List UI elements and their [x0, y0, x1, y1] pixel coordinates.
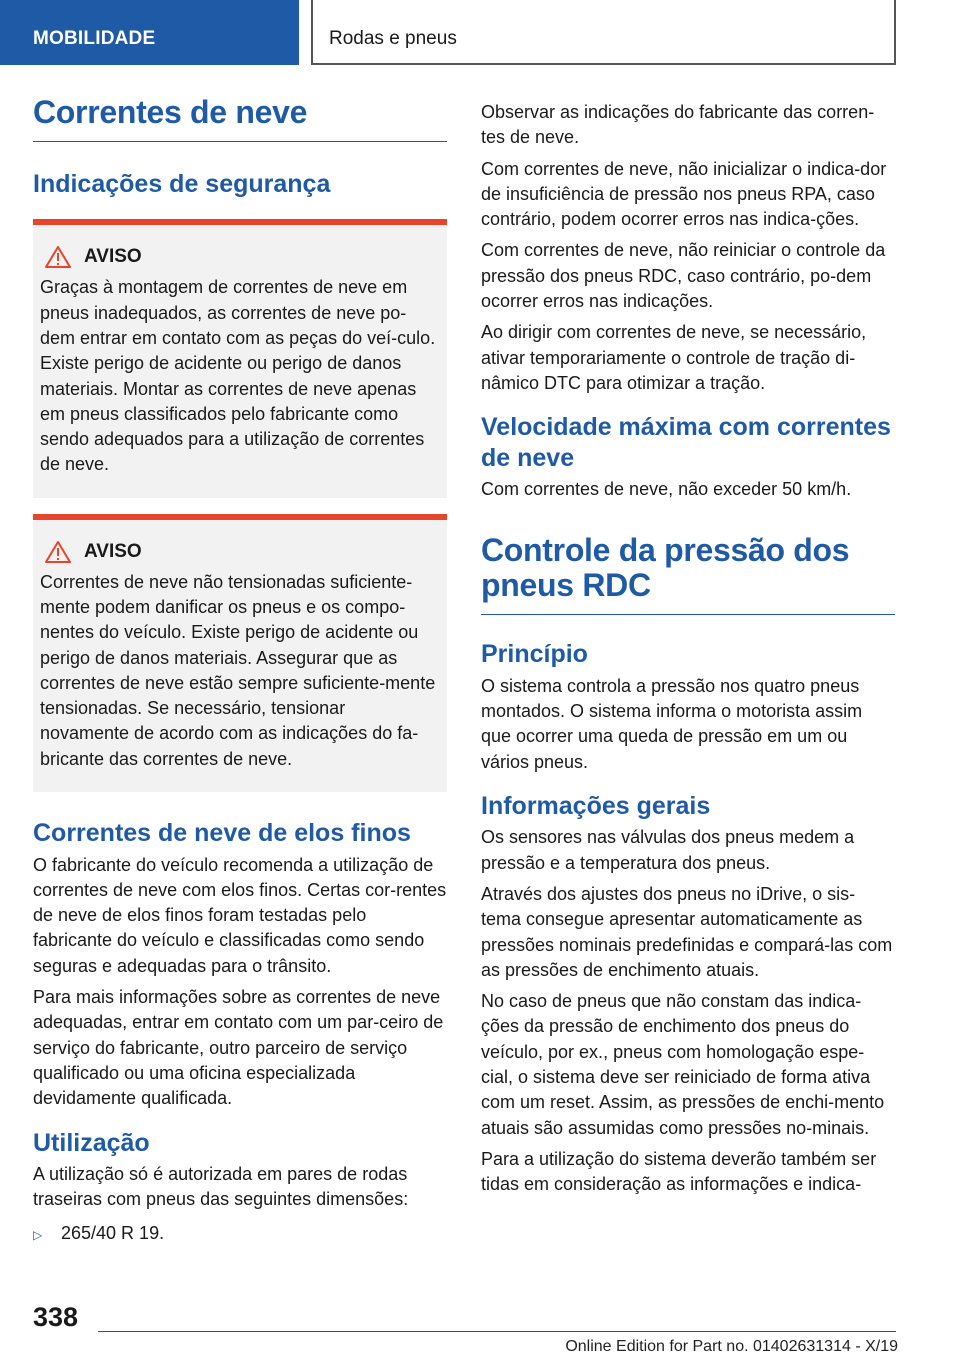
warning-text: Graças à montagem de correntes de neve em pneus inadequados, as correntes de neve po-dem entrar em contato com as peças do veí-culo. Existe perigo de acidente ou perigo de danos materiais. Montar as correntes de neve apenas em pneus classificados pelo fabricante como sendo adequados para a utilização de correntes de neve.	[40, 277, 436, 475]
paragraph: Através dos ajustes dos pneus no iDrive, o sis-tema consegue apresentar automaticamente as pressões nominais predefinidas e compará-las com as pressões de enchimento atuais.	[481, 884, 893, 980]
warning-title: AVISO	[84, 246, 142, 268]
footer-divider	[98, 1331, 896, 1332]
heading-rdc: Controle da pressão dos pneus RDC	[481, 533, 895, 616]
paragraph: O fabricante do veículo recomenda a utilização de correntes de neve com elos finos. Certas cor-rentes de neve de elos finos foram testadas pelo fabricante do veículo e classificadas como sendo seguras e adequadas para o trânsito.	[33, 854, 447, 976]
warning-triangle-icon	[44, 540, 72, 564]
warning-box-2	[33, 514, 447, 792]
heading-max-speed: Velocidade máxima com correntes de neve	[481, 413, 891, 472]
paragraph: Ao dirigir com correntes de neve, se necessário, ativar temporariamente o controle de tração di-nâmico DTC para otimizar a tração.	[481, 322, 867, 393]
heading-principle: Princípio	[481, 640, 588, 669]
paragraph: Para a utilização do sistema deverão também ser tidas em consideração as informações e indica-	[481, 1148, 877, 1195]
paragraph: No caso de pneus que não constam das indica-ções da pressão de enchimento dos pneus do veículo, por ex., pneus com homologação espe-cial, o sistema deve ser reiniciado de forma ativa com um reset. Assim, as pressões de enchi-mento atuais são assumidas como pressões no-minais.	[481, 991, 885, 1138]
heading-safety: Indicações de segurança	[33, 169, 331, 198]
warning-text: Correntes de neve não tensionadas suficiente-mente podem danificar os pneus e os compo-nentes do veículo. Existe perigo de acidente ou perigo de danos materiais. Assegurar que as correntes de neve estão sempre suficiente-mente tensionadas. Se necessário, tensionar novamente de acordo com as indicações do fa-bricante das correntes de neve.	[40, 571, 436, 769]
header-section-tab: MOBILIDADE	[0, 0, 299, 65]
heading-fine-chains: Correntes de neve de elos finos	[33, 819, 411, 848]
paragraph: Observar as indicações do fabricante das corren-tes de neve.	[481, 102, 875, 148]
heading-general-info: Informações gerais	[481, 791, 711, 820]
list-item	[33, 1221, 447, 1248]
paragraph: Com correntes de neve, não reiniciar o controle da pressão dos pneus RDC, caso contrário, po-dem ocorrer erros nas indicações.	[481, 240, 886, 312]
warning-triangle-icon	[44, 245, 72, 269]
paragraph: A utilização só é autorizada em pares de rodas traseiras com pneus das seguintes dimensões:	[33, 1164, 409, 1210]
warning-box-1	[33, 219, 447, 497]
list-item-text: 265/40 R 19.	[61, 1222, 165, 1243]
footer-edition: Online Edition for Part no. 01402631314 - X/19	[565, 1338, 898, 1355]
header-chapter-tab: Rodas e pneus	[311, 0, 896, 65]
paragraph: Para mais informações sobre as correntes de neve adequadas, entrar em contato com um par-ceiro de serviço do fabricante, outro parceiro de serviço qualificado ou uma oficina especializada devidamente qualificada.	[33, 987, 444, 1109]
heading-usage: Utilização	[33, 1128, 150, 1157]
warning-title: AVISO	[84, 540, 142, 562]
bullet-triangle-icon: ▷	[33, 1227, 43, 1242]
paragraph: O sistema controla a pressão nos quatro pneus montados. O sistema informa o motorista assim que ocorrer uma queda de pressão em um ou vários pneus.	[481, 675, 863, 772]
right-column	[481, 100, 895, 1198]
page-number: 338	[33, 1302, 79, 1332]
left-column	[33, 95, 447, 1248]
heading-snow-chains: Correntes de neve	[33, 95, 447, 142]
paragraph: Com correntes de neve, não inicializar o indica-dor de insuficiência de pressão nos pneus RPA, caso contrário, podem ocorrer erros nas indica-ções.	[481, 158, 887, 230]
paragraph: Os sensores nas válvulas dos pneus medem a pressão e a temperatura dos pneus.	[481, 827, 855, 873]
paragraph: Com correntes de neve, não exceder 50 km/h.	[481, 479, 852, 500]
